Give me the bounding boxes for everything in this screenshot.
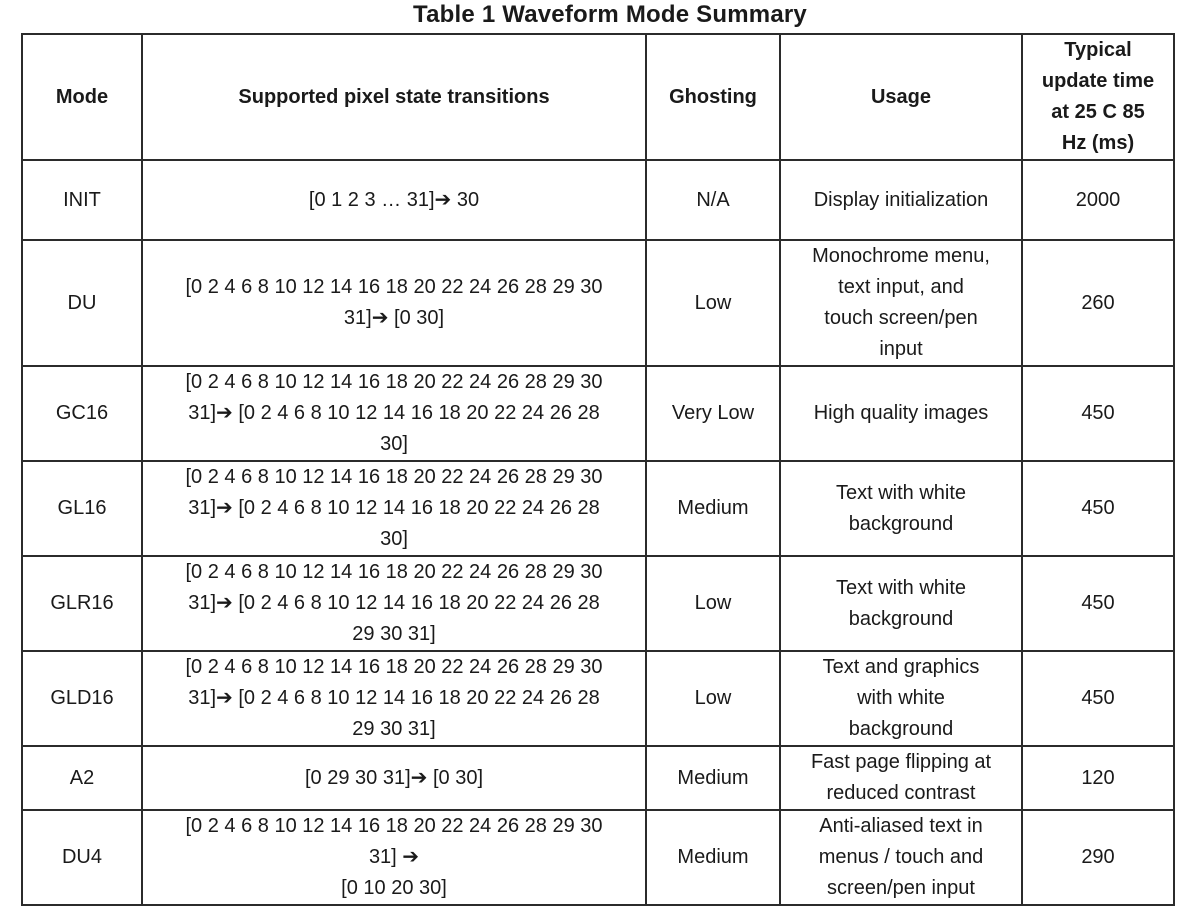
cell-update-time: 450 bbox=[1022, 556, 1174, 651]
cell-usage: Text with white background bbox=[780, 556, 1022, 651]
cell-transitions: [0 2 4 6 8 10 12 14 16 18 20 22 24 26 28 29 30 31]➔ [0 2 4 6 8 10 12 14 16 18 20 22 24 26 28 29 30 31] bbox=[142, 556, 646, 651]
cell-transitions: [0 2 4 6 8 10 12 14 16 18 20 22 24 26 28 29 30 31]➔ [0 2 4 6 8 10 12 14 16 18 20 22 24 26 28 30] bbox=[142, 366, 646, 461]
waveform-mode-table bbox=[21, 33, 1175, 906]
header-update-time: Typical update time at 25 C 85 Hz (ms) bbox=[1022, 34, 1174, 160]
cell-transitions: [0 2 4 6 8 10 12 14 16 18 20 22 24 26 28 29 30 31]➔ [0 2 4 6 8 10 12 14 16 18 20 22 24 26 28 30] bbox=[142, 461, 646, 556]
cell-mode: GC16 bbox=[22, 366, 142, 461]
cell-mode: GL16 bbox=[22, 461, 142, 556]
header-ghosting: Ghosting bbox=[646, 34, 780, 160]
cell-mode: GLD16 bbox=[22, 651, 142, 746]
cell-update-time: 120 bbox=[1022, 746, 1174, 810]
header-transitions: Supported pixel state transitions bbox=[142, 34, 646, 160]
cell-ghosting: Medium bbox=[646, 746, 780, 810]
cell-usage: Display initialization bbox=[780, 160, 1022, 240]
cell-ghosting: Medium bbox=[646, 810, 780, 905]
cell-usage: High quality images bbox=[780, 366, 1022, 461]
cell-update-time: 450 bbox=[1022, 651, 1174, 746]
cell-transitions: [0 2 4 6 8 10 12 14 16 18 20 22 24 26 28 29 30 31] ➔ [0 10 20 30] bbox=[142, 810, 646, 905]
header-usage: Usage bbox=[780, 34, 1022, 160]
cell-ghosting: Low bbox=[646, 240, 780, 366]
cell-usage: Monochrome menu, text input, and touch screen/pen input bbox=[780, 240, 1022, 366]
cell-ghosting: Very Low bbox=[646, 366, 780, 461]
cell-update-time: 290 bbox=[1022, 810, 1174, 905]
table-row bbox=[22, 746, 1174, 810]
cell-usage: Fast page flipping at reduced contrast bbox=[780, 746, 1022, 810]
cell-transitions: [0 2 4 6 8 10 12 14 16 18 20 22 24 26 28 29 30 31]➔ [0 2 4 6 8 10 12 14 16 18 20 22 24 26 28 29 30 31] bbox=[142, 651, 646, 746]
table-caption: Table 1 Waveform Mode Summary bbox=[413, 1, 807, 28]
table-row bbox=[22, 461, 1174, 556]
cell-usage: Text and graphics with white background bbox=[780, 651, 1022, 746]
cell-mode: A2 bbox=[22, 746, 142, 810]
cell-update-time: 2000 bbox=[1022, 160, 1174, 240]
table-row bbox=[22, 651, 1174, 746]
cell-mode: DU bbox=[22, 240, 142, 366]
cell-ghosting: Low bbox=[646, 651, 780, 746]
cell-transitions: [0 29 30 31]➔ [0 30] bbox=[142, 746, 646, 810]
table-row bbox=[22, 810, 1174, 905]
cell-update-time: 260 bbox=[1022, 240, 1174, 366]
cell-update-time: 450 bbox=[1022, 461, 1174, 556]
cell-ghosting: N/A bbox=[646, 160, 780, 240]
cell-mode: GLR16 bbox=[22, 556, 142, 651]
cell-mode: DU4 bbox=[22, 810, 142, 905]
table-row bbox=[22, 366, 1174, 461]
cell-mode: INIT bbox=[22, 160, 142, 240]
cell-transitions: [0 1 2 3 … 31]➔ 30 bbox=[142, 160, 646, 240]
table-row bbox=[22, 160, 1174, 240]
header-row bbox=[22, 34, 1174, 160]
cell-ghosting: Low bbox=[646, 556, 780, 651]
table-row bbox=[22, 556, 1174, 651]
cell-transitions: [0 2 4 6 8 10 12 14 16 18 20 22 24 26 28 29 30 31]➔ [0 30] bbox=[142, 240, 646, 366]
cell-update-time: 450 bbox=[1022, 366, 1174, 461]
cell-ghosting: Medium bbox=[646, 461, 780, 556]
cell-usage: Anti-aliased text in menus / touch and screen/pen input bbox=[780, 810, 1022, 905]
cell-usage: Text with white background bbox=[780, 461, 1022, 556]
header-mode: Mode bbox=[22, 34, 142, 160]
table-row bbox=[22, 240, 1174, 366]
